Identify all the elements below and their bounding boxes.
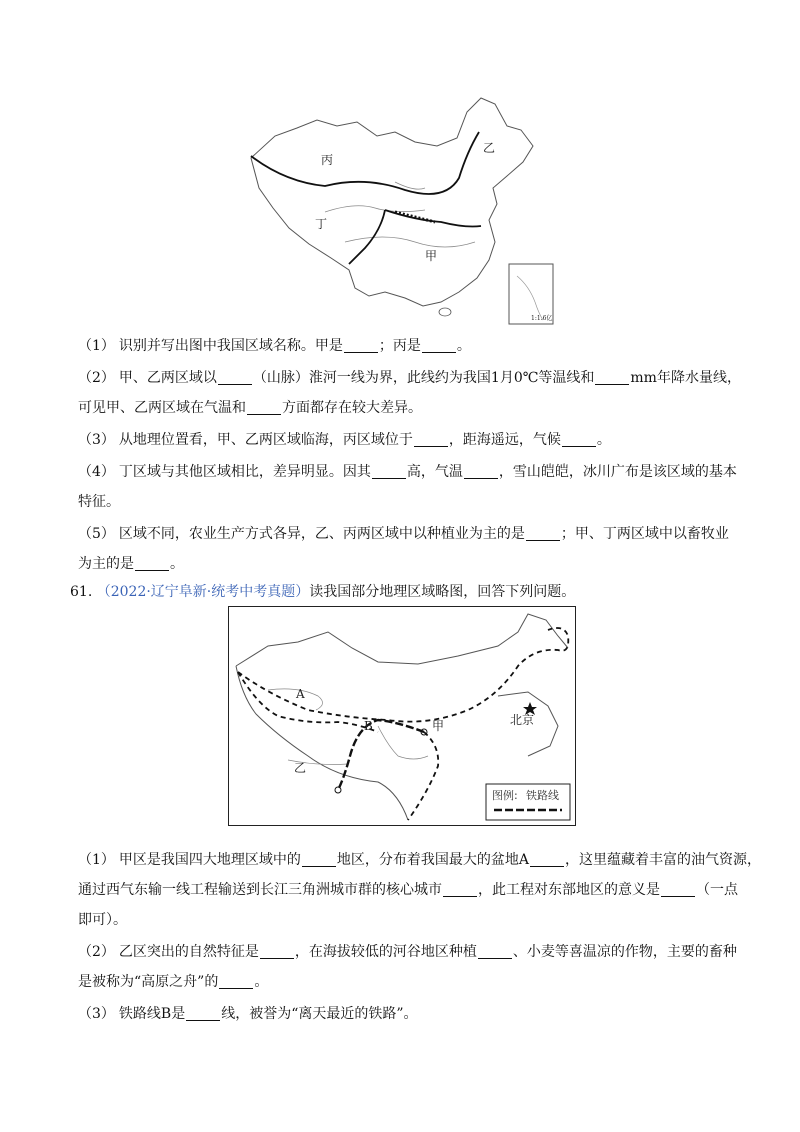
q60-p4-text-a: 丁区域与其他区域相比，差异明显。因其 [118, 464, 371, 480]
answer-blank[interactable] [595, 370, 629, 385]
q61-p1-text-b: 地区，分布着我国最大的盆地A [336, 852, 530, 868]
q61-part3 [78, 1004, 418, 1024]
railway-label-b: B [364, 719, 373, 733]
answer-blank[interactable] [302, 852, 336, 867]
answer-blank[interactable] [260, 944, 294, 959]
q61-p1-text-d: 通过西气东输一线工程输送到长江三角洲城市群的核心城市 [78, 882, 442, 898]
boundary-northwest [238, 628, 568, 722]
inset-scale-label: 1:1.6亿 [531, 315, 553, 322]
china-regions-map-svg [245, 92, 555, 328]
boundary-line-north [251, 132, 479, 194]
answer-blank[interactable] [422, 338, 456, 353]
region-label-yi: 乙 [483, 141, 496, 155]
answer-blank[interactable] [219, 974, 253, 989]
beijing-label: 北京 [510, 713, 535, 727]
q60-p1-text-a: 识别并写出图中我国区域名称。甲是 [118, 338, 343, 354]
answer-blank[interactable] [526, 526, 560, 541]
q60-p5-text-d: 。 [170, 556, 184, 572]
answer-blank[interactable] [247, 400, 281, 415]
region-label-bing: 丙 [321, 153, 334, 167]
q61-p2-text-c: 、小麦等喜温凉的作物，主要的畜种 [512, 944, 737, 960]
q61-part1-line2 [78, 880, 738, 900]
answer-blank[interactable] [344, 338, 378, 353]
q60-p3-text-c: 。 [596, 432, 611, 448]
china-outline [251, 98, 533, 306]
answer-blank[interactable] [186, 1006, 220, 1021]
region-label-jia: 甲 [432, 719, 445, 733]
q61-stem: 读我国部分地理区域略图，回答下列问题。 [309, 584, 576, 600]
q60-part1 [78, 336, 471, 356]
q60-part2-line2 [78, 398, 422, 418]
q61-header [70, 582, 575, 602]
q60-p2-text-a: 甲、乙两区域以 [118, 370, 217, 386]
q61-p2-text-b: ，在海拔较低的河谷地区种植 [294, 944, 477, 960]
q60-p5-text-a: 区域不同，农业生产方式各异，乙、丙两区域中以种植业为主的是 [118, 526, 525, 542]
q60-p2-text-d: 可见甲、乙两区域在气温和 [78, 400, 246, 416]
q61-part1-line3 [78, 910, 127, 930]
answer-blank[interactable] [661, 882, 695, 897]
china-regions-map [245, 92, 555, 328]
q60-p5-text-b: ；甲、丁两区域中以畜牧业 [560, 526, 729, 542]
q60-p4-text-b: 高，气温 [406, 464, 463, 480]
q61-p1-text-g: 即可）。 [78, 912, 127, 928]
q61-p2-text-d: 是被称为“高原之舟”的 [78, 974, 219, 990]
q61-source[interactable]: （2022·辽宁阜新·统考中考真题） [96, 584, 310, 600]
q61-p1-number: （1） [78, 852, 115, 868]
answer-blank[interactable] [530, 852, 564, 867]
q60-p2-text-c: mm年降水量线， [630, 370, 741, 386]
q61-p2-number: （2） [78, 944, 115, 960]
railway-b [338, 720, 424, 790]
answer-blank[interactable] [372, 464, 406, 479]
q61-p1-text-a: 甲区是我国四大地理区域中的 [118, 852, 301, 868]
q60-p3-text-b: ，距海遥远，气候 [448, 432, 561, 448]
q60-p5-text-c: 为主的是 [78, 556, 134, 572]
q60-part5-line1 [78, 524, 729, 544]
q61-part1-line1 [78, 850, 761, 870]
q60-p1-number: （1） [78, 338, 115, 354]
q60-p1-text-b: ；丙是 [378, 338, 421, 354]
q60-part4-line1 [78, 462, 737, 482]
region-label-a: A [296, 687, 305, 701]
boundary-southeast [408, 732, 438, 820]
answer-blank[interactable] [464, 464, 498, 479]
q60-p3-number: （3） [78, 432, 115, 448]
answer-blank[interactable] [135, 556, 169, 571]
q61-p2-text-e: 。 [254, 974, 269, 990]
q61-p3-number: （3） [78, 1006, 115, 1022]
legend-title: 图例: [492, 789, 518, 802]
q60-p4-text-d: 特征。 [78, 494, 120, 510]
legend-item-railway: 铁路线 [526, 789, 559, 802]
answer-blank[interactable] [414, 432, 448, 447]
answer-blank[interactable] [478, 944, 512, 959]
q61-number: 61. [70, 584, 93, 600]
q61-p1-text-f: （一点 [696, 882, 738, 898]
q60-part4-line2 [78, 492, 120, 512]
q60-p2-number: （2） [78, 370, 115, 386]
q61-p3-text-a: 铁路线B是 [118, 1006, 186, 1022]
q60-p3-text-a: 从地理位置看，甲、乙两区域临海，丙区域位于 [118, 432, 413, 448]
q60-part5-line2 [78, 554, 184, 574]
q61-part2-line2 [78, 972, 268, 992]
q61-p3-text-b: 线，被誉为“离天最近的铁路”。 [221, 1006, 418, 1022]
q60-p4-text-c: ，雪山皑皑，冰川广布是该区域的基本 [498, 464, 737, 480]
answer-blank[interactable] [562, 432, 596, 447]
q61-p2-text-a: 乙区突出的自然特征是 [118, 944, 259, 960]
q60-p2-text-b: （山脉）淮河一线为界，此线约为我国1月0℃等温线和 [252, 370, 595, 386]
boundary-tibet [238, 672, 378, 732]
region-label-yi: 乙 [294, 761, 307, 775]
regions-railway-map-svg [228, 606, 576, 826]
q60-p1-text-c: 。 [456, 338, 471, 354]
regions-railway-map [228, 606, 576, 826]
q61-p1-text-c: ，这里蕴藏着丰富的油气资源， [565, 852, 762, 868]
q60-p2-text-e: 方面都存在较大差异。 [282, 400, 422, 416]
q60-part2-line1 [78, 368, 741, 388]
q60-p4-number: （4） [78, 464, 115, 480]
answer-blank[interactable] [218, 370, 252, 385]
region-label-jia: 甲 [425, 249, 438, 263]
q61-part2-line1 [78, 942, 737, 962]
q60-part3 [78, 430, 611, 450]
region-label-ding: 丁 [315, 217, 328, 231]
q60-p5-number: （5） [78, 526, 115, 542]
q61-p1-text-e: ，此工程对东部地区的意义是 [478, 882, 660, 898]
answer-blank[interactable] [443, 882, 477, 897]
